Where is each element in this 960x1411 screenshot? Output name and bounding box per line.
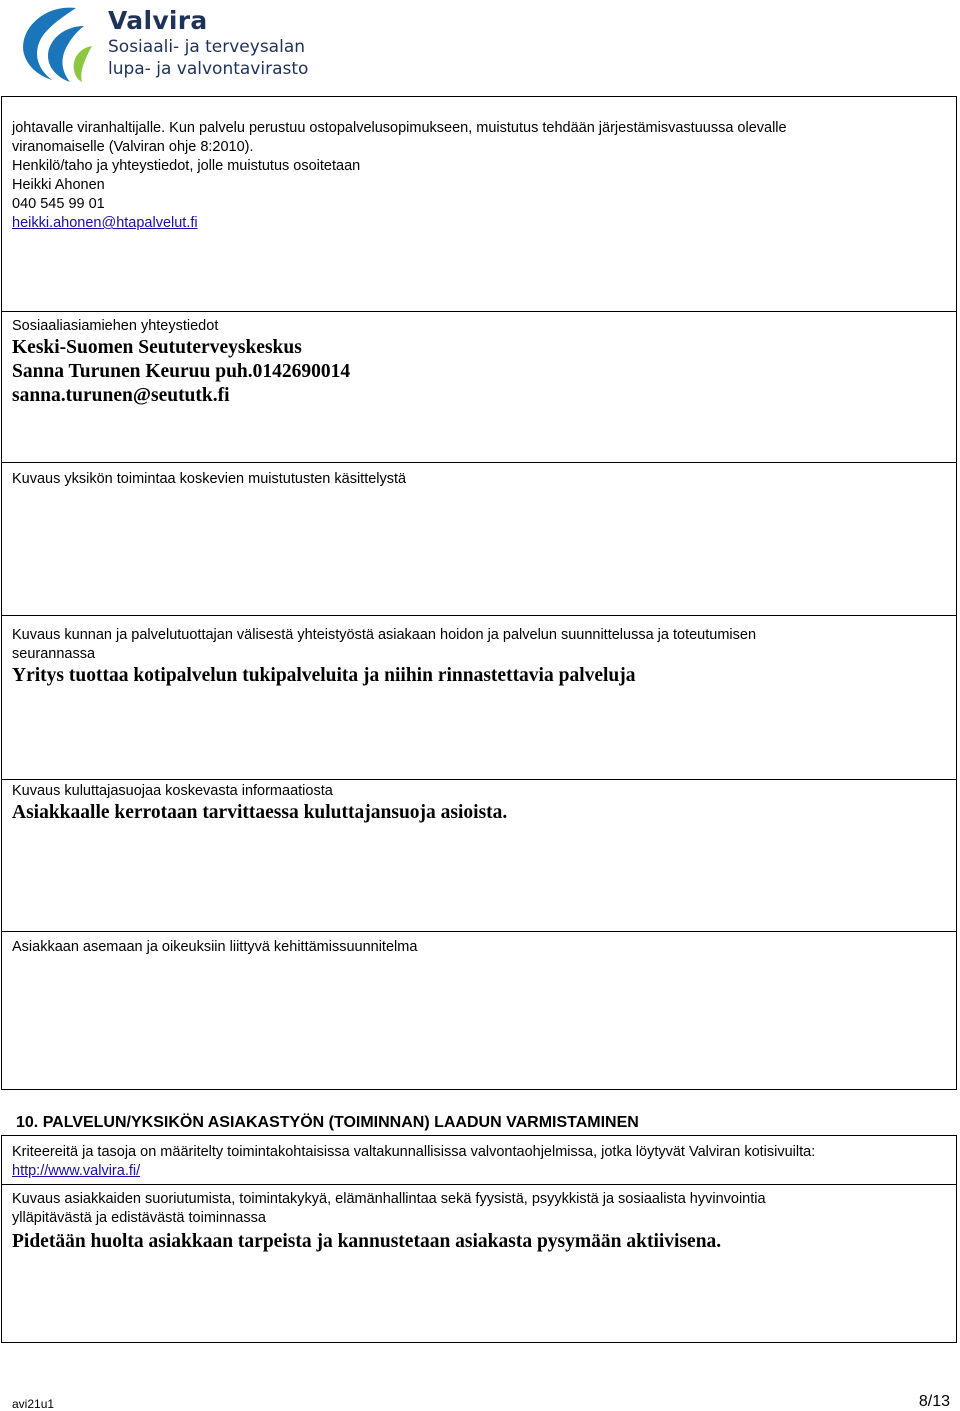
complaint-contact-email-link[interactable]: heikki.ahonen@htapalvelut.fi [12, 215, 198, 231]
consumer-info-cell [2, 779, 956, 931]
page-number: 8/13 [918, 1393, 950, 1410]
wellbeing-label-line1: Kuvaus asiakkaiden suoriutumista, toimintakykyä, elämänhallintaa sekä fyysistä, psyykkistä ja sosiaalista hyvinvointia [12, 1191, 766, 1207]
quality-criteria-text: Kriteereitä ja tasoja on määritelty toimintakohtaisissa valtakunnallisissa valvontaohjelmissa, jotka löytyvät Valviran kotisivuilta: [12, 1144, 816, 1160]
cooperation-label-line2: seurannassa [12, 646, 96, 662]
ombudsman-organisation: Keski-Suomen Seututerveyskeskus [12, 337, 302, 358]
logo-name: Valvira [108, 6, 208, 35]
complaint-contact-label: Henkilö/taho ja yhteystiedot, jolle muistutus osoitetaan [12, 158, 361, 174]
section-10-heading: 10. PALVELUN/YKSIKÖN ASIAKASTYÖN (TOIMINNAN) LAADUN VARMISTAMINEN [16, 1114, 639, 1131]
logo-subtitle-2: lupa- ja valvontavirasto [108, 59, 309, 79]
complaint-contact-name: Heikki Ahonen [12, 177, 105, 193]
valvira-logo [14, 2, 314, 90]
form-code: avi21u1 [12, 1397, 55, 1411]
form-box-lower [1, 1135, 957, 1343]
rights-plan-cell [2, 931, 956, 1089]
valvira-swirl-icon [14, 2, 98, 86]
complaint-contact-cell [2, 97, 956, 311]
wellbeing-label-line2: ylläpitävästä ja edistävästä toiminnassa [12, 1210, 266, 1226]
logo-subtitle-1: Sosiaali- ja terveysalan [108, 37, 306, 57]
valvira-website-link[interactable]: http://www.valvira.fi/ [12, 1163, 141, 1179]
rights-plan-label: Asiakkaan asemaan ja oikeuksiin liittyvä kehittämissuunnitelma [12, 939, 418, 955]
ombudsman-cell [2, 311, 956, 462]
wellbeing-answer: Pidetään huolta asiakkaan tarpeista ja kannustetaan asiakasta pysymään aktiivisena. [12, 1231, 722, 1252]
complaints-handling-label: Kuvaus yksikön toimintaa koskevien muistutusten käsittelystä [12, 471, 407, 487]
consumer-info-label: Kuvaus kuluttajasuojaa koskevasta informaatiosta [12, 783, 333, 799]
cooperation-cell [2, 615, 956, 779]
complaint-contact-phone: 040 545 99 01 [12, 196, 105, 212]
wellbeing-cell [2, 1184, 956, 1342]
cooperation-answer: Yritys tuottaa kotipalvelun tukipalveluita ja niihin rinnastettavia palveluja [12, 665, 636, 686]
ombudsman-label: Sosiaaliasiamiehen yhteystiedot [12, 318, 219, 334]
ombudsman-name-phone: Sanna Turunen Keuruu puh.0142690014 [12, 361, 351, 382]
form-box-upper [1, 96, 957, 1090]
complaints-handling-cell [2, 462, 956, 615]
complaint-text-line1: johtavalle viranhaltijalle. Kun palvelu perustuu ostopalvelusopimukseen, muistutus tehdään järjestämisvastuussa olevalle [12, 120, 787, 136]
quality-criteria-cell [2, 1136, 956, 1184]
cooperation-label-line1: Kuvaus kunnan ja palvelutuottajan välisestä yhteistyöstä asiakaan hoidon ja palvelun suunnittelussa ja toteutumisen [12, 627, 757, 643]
consumer-info-answer: Asiakkaalle kerrotaan tarvittaessa kuluttajansuoja asioista. [12, 802, 508, 823]
complaint-text-line2: viranomaiselle (Valviran ohje 8:2010). [12, 139, 254, 155]
ombudsman-email: sanna.turunen@seututk.fi [12, 385, 230, 406]
